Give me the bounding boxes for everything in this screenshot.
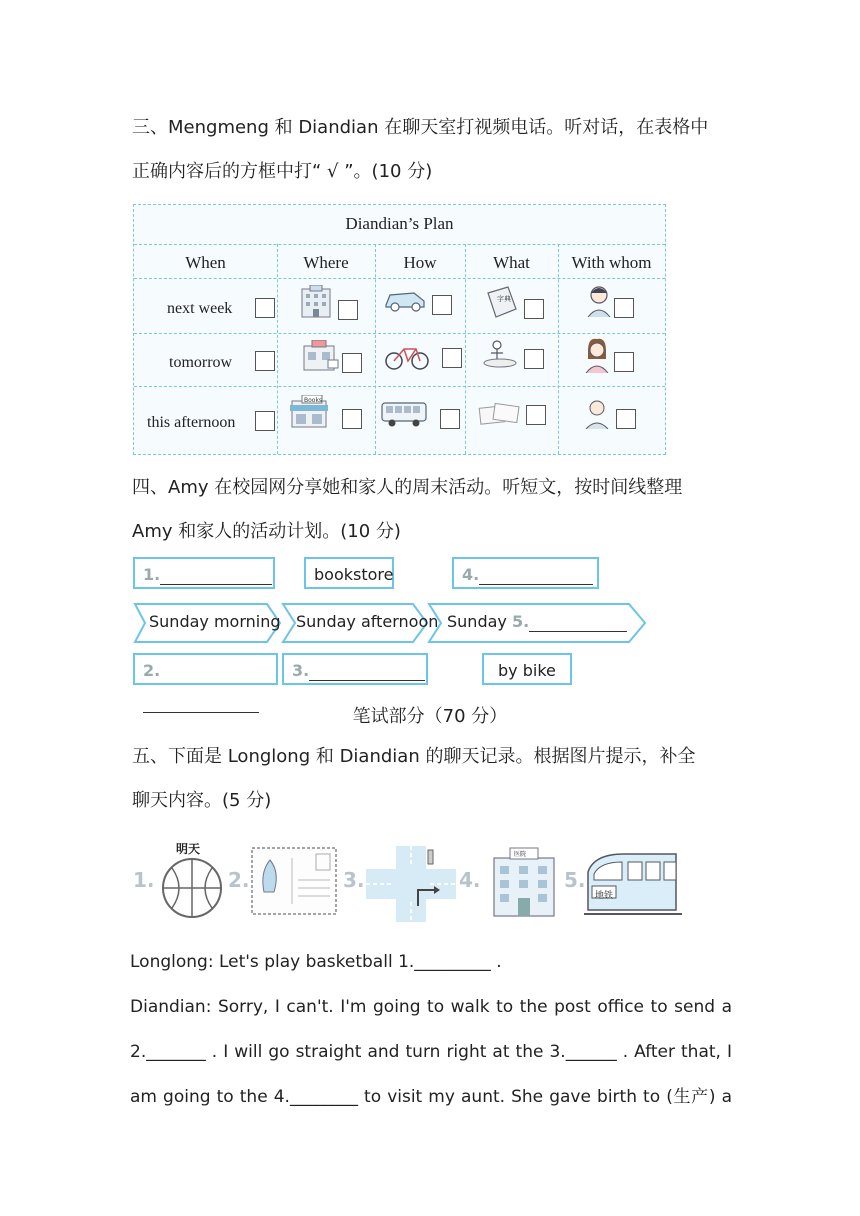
skateboard-icon — [481, 339, 519, 369]
header-where: Where — [303, 253, 349, 272]
arrow-sunday-afternoon: Sunday afternoon — [296, 612, 439, 631]
checkbox-next-week[interactable] — [255, 298, 275, 318]
checkbox-what-2[interactable] — [524, 349, 544, 369]
checkbox-how-3[interactable] — [440, 409, 460, 429]
subway-icon — [584, 850, 682, 916]
written-part-title: 笔试部分（70 分） — [352, 706, 508, 727]
section3-line1: 三、Mengmeng 和 Diandian 在聊天室打视频电话。听对话，在表格中 — [132, 117, 709, 138]
dialogue-line-1: Longlong: Let's play basketball 1._________ . — [130, 952, 502, 972]
grandma-icon — [582, 395, 612, 429]
checkbox-where-1[interactable] — [338, 300, 358, 320]
header-what: What — [493, 253, 530, 272]
arrow-sunday-label: Sunday — [447, 612, 507, 631]
post-office-icon — [302, 340, 340, 372]
dictionary-icon — [484, 285, 520, 319]
postcards-icon — [478, 401, 522, 427]
header-with-whom: With whom — [571, 253, 652, 272]
item-number-4: 4. — [462, 565, 480, 584]
hint-number-2: 2. — [228, 868, 250, 892]
arrow-sunday-5[interactable] — [447, 612, 627, 632]
car-icon — [382, 287, 428, 313]
bookstore-icon — [290, 395, 330, 429]
header-when: When — [185, 253, 226, 272]
by-bike-label: by bike — [498, 661, 556, 680]
crossroad-icon — [366, 846, 456, 922]
checkbox-how-1[interactable] — [432, 295, 452, 315]
bookstore-label: bookstore — [314, 565, 394, 584]
header-how: How — [403, 253, 437, 272]
timeline-bookstore — [304, 557, 394, 589]
basketball-icon — [160, 856, 224, 920]
checkbox-where-2[interactable] — [342, 353, 362, 373]
dialogue-line-3: 2._______ . I will go straight and turn right at the 3.______ . After that, I — [130, 1042, 732, 1062]
when-this-afternoon: this afternoon — [147, 414, 236, 431]
section5-line1: 五、下面是 Longlong 和 Diandian 的聊天记录。根据图片提示，补全 — [132, 746, 696, 767]
timeline-blank-3[interactable] — [282, 653, 428, 685]
checkbox-how-2[interactable] — [442, 348, 462, 368]
tomorrow-label: 明天 — [176, 842, 201, 856]
postcard-icon — [250, 846, 338, 916]
hint-number-5: 5. — [564, 868, 586, 892]
timeline-blank-1[interactable] — [133, 557, 275, 589]
checkbox-what-1[interactable] — [524, 299, 544, 319]
hospital-sign: 医院 — [514, 851, 527, 858]
section5-line2: 聊天内容。(5 分) — [132, 790, 272, 811]
item-number-3: 3. — [292, 661, 310, 680]
section3-line2: 正确内容后的方框中打“ √ ”。(10 分) — [132, 161, 433, 182]
checkbox-what-3[interactable] — [526, 405, 546, 425]
woman-icon — [582, 337, 612, 373]
plan-table — [133, 204, 666, 455]
bus-icon — [380, 399, 430, 429]
building-icon — [298, 285, 334, 319]
man-icon — [584, 283, 614, 317]
table-caption: Diandian’s Plan — [345, 214, 454, 233]
checkbox-whom-1[interactable] — [614, 298, 634, 318]
checkbox-where-3[interactable] — [342, 409, 362, 429]
bike-icon — [384, 339, 430, 371]
checkbox-this-afternoon[interactable] — [255, 411, 275, 431]
books-sign: Books — [304, 397, 323, 404]
hint-number-1: 1. — [133, 868, 155, 892]
arrow-sunday-morning: Sunday morning — [149, 612, 281, 631]
section4-line2: Amy 和家人的活动计划。(10 分) — [132, 521, 401, 542]
item-number-2: 2. — [143, 661, 161, 680]
checkbox-whom-3[interactable] — [616, 409, 636, 429]
checkbox-tomorrow[interactable] — [255, 351, 275, 371]
dialogue-line-2: Diandian: Sorry, I can't. I'm going to walk to the post office to send a — [130, 997, 732, 1017]
timeline-blank-2[interactable] — [133, 653, 278, 685]
checkbox-whom-2[interactable] — [614, 352, 634, 372]
timeline-by-bike — [482, 653, 572, 685]
timeline-blank-4[interactable] — [452, 557, 599, 589]
dictionary-label: 字典 — [497, 295, 511, 303]
dialogue-line-4: am going to the 4.________ to visit my aunt. She gave birth to (生产) a — [130, 1087, 732, 1107]
when-tomorrow: tomorrow — [169, 354, 233, 371]
when-next-week: next week — [167, 300, 233, 317]
hint-number-3: 3. — [343, 868, 365, 892]
subway-label: 地铁 — [595, 891, 614, 901]
section4-line1: 四、Amy 在校园网分享她和家人的周末活动。听短文，按时间线整理 — [132, 477, 683, 498]
item-number-1: 1. — [143, 565, 161, 584]
item-number-5: 5. — [511, 612, 530, 631]
hint-number-4: 4. — [459, 868, 481, 892]
